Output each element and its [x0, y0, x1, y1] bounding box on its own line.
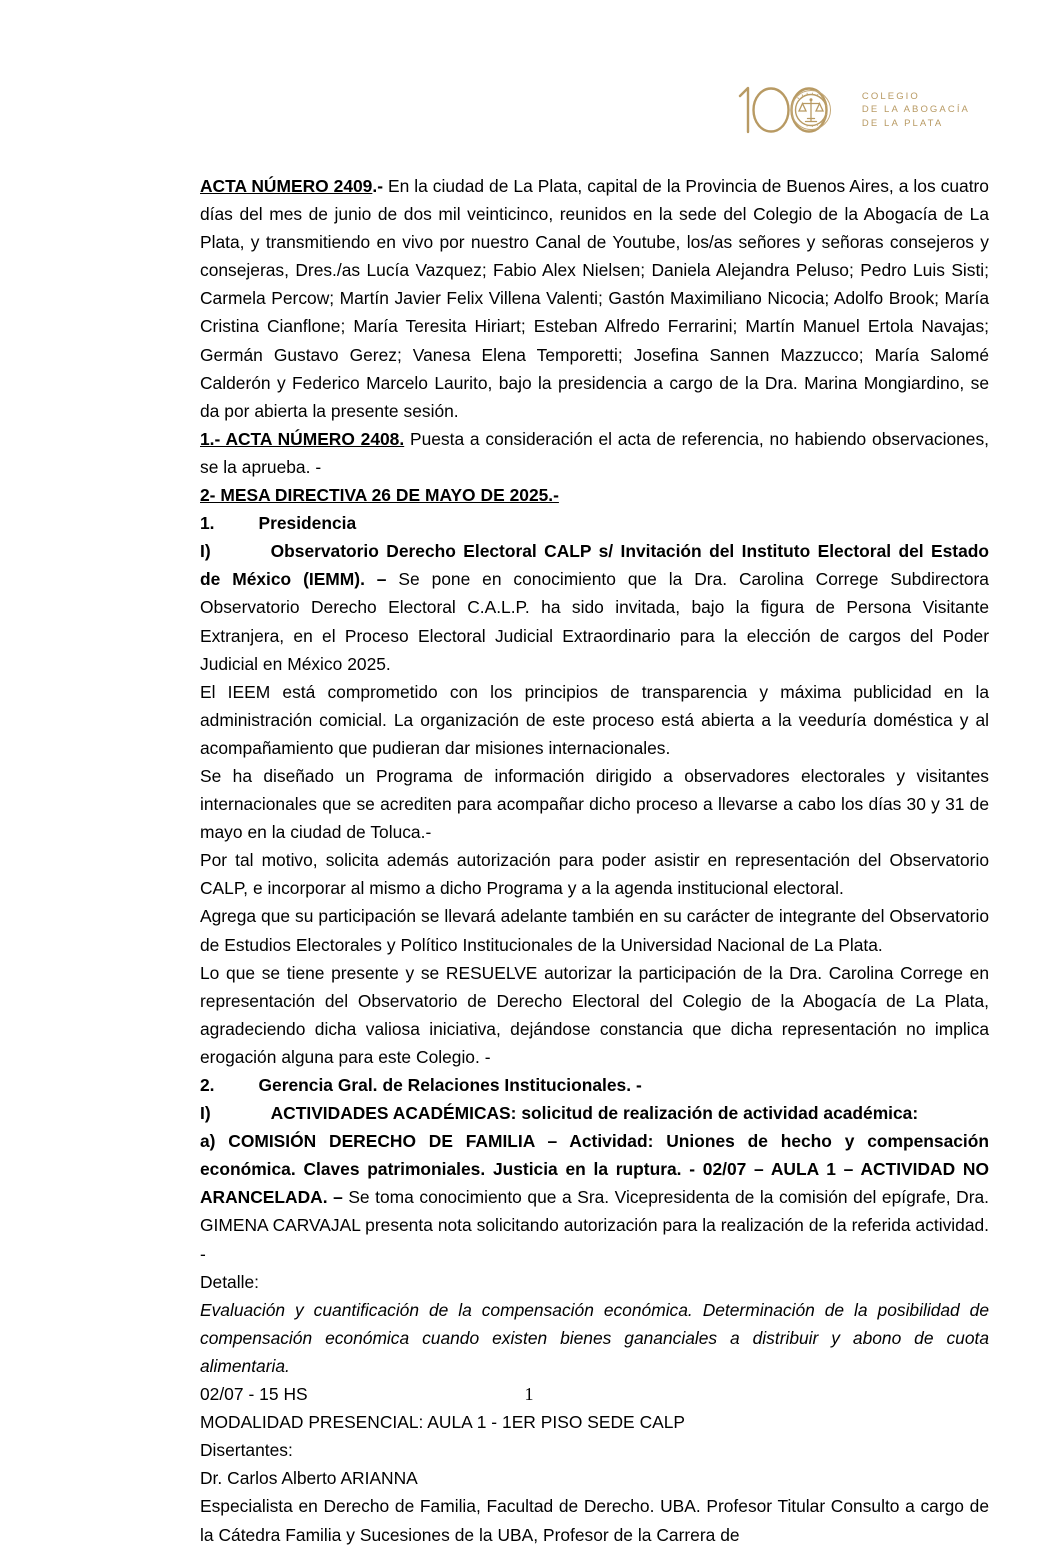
paragraph-section-2-heading: [200, 481, 989, 509]
paragraph-detalle-label: Detalle:: [200, 1271, 259, 1292]
observatorio-bold-heading: Observatorio Derecho Electoral CALP s/ Invitación del Instituto Electoral del Estado de México (IEMM). –: [200, 541, 989, 590]
brand-wordmark: [862, 90, 970, 129]
presidencia-number: 1.: [200, 513, 215, 534]
gerencia-label: Gerencia Gral. de Relaciones Institucionales. -: [258, 1075, 642, 1095]
comision-familia-heading: a) COMISIÓN DERECHO DE FAMILIA – Actividad: Uniones de hecho y compensación económica. Claves patrimoniales. Justicia en la ruptura. - 02/07 – AULA 1 – ACTIVIDAD NO ARANCELADA. –: [200, 1131, 989, 1208]
paragraph-participacion-unlp: Agrega que su participación se llevará adelante también en su carácter de integrante del Observatorio de Estudios Electorales y Político Institucionales de la Universidad Nacional de La Plata.: [200, 906, 989, 955]
paragraph-disertante-nombre: Dr. Carlos Alberto ARIANNA: [200, 1468, 418, 1489]
acta-number-heading: ACTA NÚMERO 2409: [200, 176, 373, 196]
brand-line-1: COLEGIO: [861, 90, 920, 102]
paragraph-programa-informacion: Se ha diseñado un Programa de información dirigido a observadores electorales y visitantes internacionales que se acrediten para acompañar dicho proceso a llevarse a cabo los días 30 y 31 de mayo en la ciudad de Toluca.-: [200, 765, 989, 843]
letterhead-logo: [734, 78, 970, 140]
paragraph-gerencia-relaciones: [200, 1071, 989, 1099]
paragraph-solicitud-autorizacion: Por tal motivo, solicita además autorización para poder asistir en representación del Observatorio CALP, e incorporar al mismo a dicho Programa y a la agenda institucional electoral.: [200, 850, 989, 899]
page-number: 1: [524, 1384, 534, 1404]
paragraph-item-1-acta-2408: [200, 425, 989, 481]
comision-familia-body: Se toma conocimiento que a Sra. Vicepresidenta de la comisión del epígrafe, Dra. GIMENA CARVAJAL presenta nota solicitando autorización para la realización de la referida actividad. -: [200, 1187, 989, 1264]
document-body: [200, 172, 989, 1549]
paragraph-actividades-academicas: [200, 1099, 989, 1127]
paragraph-detalle-italic: Evaluación y cuantificación de la compensación económica. Determinación de la posibilidad de compensación económica cuando existen bienes gananciales a distribuir y abono de cuota alimentaria.: [200, 1299, 989, 1376]
actividades-marker: I): [200, 1103, 211, 1124]
acta-opening-text: En la ciudad de La Plata, capital de la Provincia de Buenos Aires, a los cuatro días del mes de junio de dos mil veinticinco, reunidos en la sede del Colegio de la Abogacía de La Plata, y transmitiendo en vivo por nuestro Canal de Youtube, los/as señores y señoras consejeros y consejeras, Dres./as Lucía Vazquez; Fabio Alex Nielsen; Daniela Alejandra Peluso; Pedro Luis Sisti; Carmela Percow; Martín Javier Felix Villena Valenti; Gastón Maximiliano Nicocia; Adolfo Brook; María Cristina Cianflone; María Teresita Hiriart; Esteban Alfredo Ferrarini; Martín Manuel Ertola Navajas; Germán Gustavo Gerez; Vanesa Elena Temporetti; Josefina Sannen Mazzucco; María Salomé Calderón y Federico Marcelo Laurito, bajo la presidencia a cargo de la Dra. Marina Mongiardino, se da por abierta la presente sesión.: [200, 176, 989, 421]
observatorio-body-text: Se pone en conocimiento que la Dra. Carolina Correge Subdirectora Observatorio Derecho Electoral C.A.L.P. ha sido invitada, bajo la figura de Persona Visitante Extranjera, en el Proceso Electoral Judicial Extraordinario para la elección de cargos del Poder Judicial en México 2025.: [200, 569, 989, 674]
acta-number-dash: .-: [372, 176, 383, 196]
paragraph-opening: [200, 172, 989, 425]
mesa-directiva-heading: 2- MESA DIRECTIVA 26 DE MAYO DE 2025.-: [200, 485, 559, 506]
item-1-text: Puesta a consideración el acta de referencia, no habiendo observaciones, se la aprueba. -: [200, 428, 989, 477]
brand-line-2: DE LA ABOGACÍA: [861, 104, 970, 116]
subitem-I-marker: I): [200, 541, 211, 562]
actividades-heading: ACTIVIDADES ACADÉMICAS: solicitud de realización de actividad académica:: [270, 1103, 919, 1124]
paragraph-comision-familia: [200, 1127, 989, 1267]
paragraph-resuelve: Lo que se tiene presente y se RESUELVE autorizar la participación de la Dra. Carolina Correge en representación del Observatorio de Derecho Electoral del Colegio de la Abogacía de La Plata, agradeciendo dicha valiosa iniciativa, dejándose constancia que dicha representación no implica erogación alguna para este Colegio. -: [200, 962, 989, 1067]
brand-line-3: DE LA PLATA: [861, 117, 944, 129]
paragraph-observatorio-electoral: [200, 537, 989, 677]
paragraph-disertantes-label: Disertantes:: [200, 1440, 293, 1461]
paragraph-presidencia: [200, 509, 989, 537]
presidencia-label: Presidencia: [258, 513, 357, 534]
centenary-100-logo-icon: [734, 78, 852, 140]
paragraph-disertante-bio: Especialista en Derecho de Familia, Facultad de Derecho. UBA. Profesor Titular Consulto a cargo de la Cátedra Familia y Sucesiones de la UBA, Profesor de la Carrera de: [200, 1496, 989, 1545]
paragraph-ieem-transparencia: El IEEM está comprometido con los principios de transparencia y máxima publicidad en la administración comicial. La organización de este proceso está abierta a la veeduría doméstica y al acompañamiento que pudieran dar misiones internacionales.: [200, 681, 989, 758]
paragraph-fecha-hora: 02/07 - 15 HS: [200, 1384, 308, 1405]
gerencia-number: 2.: [200, 1075, 215, 1095]
item-1-heading: 1.- ACTA NÚMERO 2408.: [200, 428, 405, 449]
paragraph-modalidad: MODALIDAD PRESENCIAL: AULA 1 - 1ER PISO SEDE CALP: [200, 1412, 686, 1433]
